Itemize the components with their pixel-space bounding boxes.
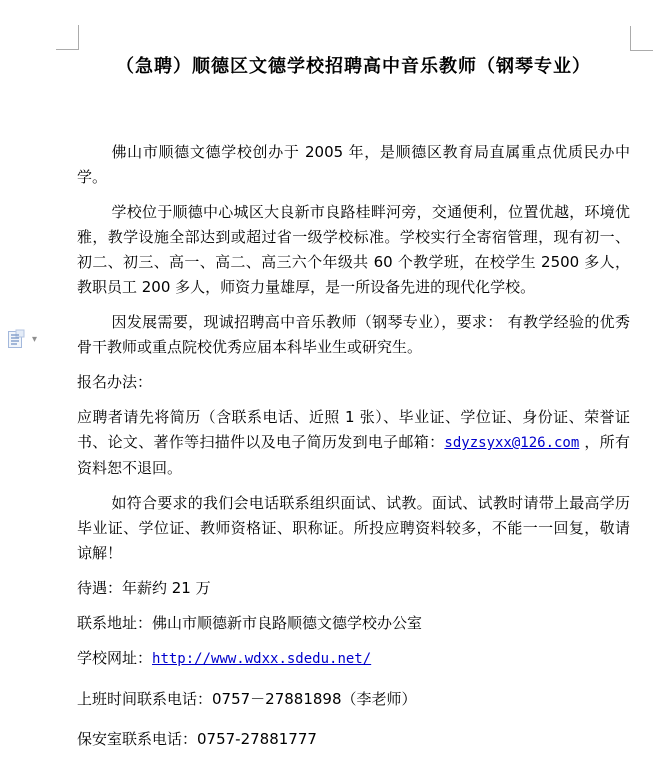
paragraph-apply-method-heading: 报名办法： — [77, 373, 153, 391]
website-label: 学校网址： — [77, 649, 153, 667]
paste-options-icon[interactable] — [7, 329, 26, 354]
paragraph-application-instructions — [77, 405, 630, 481]
paragraph-security-phone: 保安室联系电话：0757-27881777 — [77, 730, 317, 748]
dropdown-arrow-icon[interactable]: ▾ — [32, 334, 38, 345]
paragraph-contact-address: 联系地址：佛山市顺德新市良路顺德文德学校办公室 — [77, 614, 423, 632]
website-link[interactable]: http://www.wdxx.sdedu.net/ — [152, 651, 372, 667]
paragraph-daytime-phone: 上班时间联系电话：0757－27881898（李老师） — [77, 690, 417, 708]
paragraph-school-location: 学校位于顺德中心城区大良新市良路桂畔河旁，交通便利，位置优越，环境优雅，教学设施全部达到或超过省一级学校标准。学校实行全寄宿管理，现有初一、初二、初三、高一、高二、高三六个年级共 60 个教学班，在校学生 2500 多人，教职员工 200 多人，师资力量雄厚，是一所设备先进的现代化学校。 — [77, 203, 630, 296]
paragraph-school-intro: 佛山市顺德文德学校创办于 2005 年，是顺德区教育局直属重点优质民办中学。 — [77, 143, 630, 186]
text-boundary-mark-top-left — [56, 25, 79, 50]
document-content — [77, 48, 630, 752]
document-title: （急聘）顺德区文德学校招聘高中音乐教师（钢琴专业） — [116, 56, 591, 77]
application-text-after: ，所有资料恕不退回。 — [77, 433, 630, 477]
paragraph-interview-notice: 如符合要求的我们会电话联系组织面试、试教。面试、试教时请带上最高学历毕业证、学位证、教师资格证、职称证。所投应聘资料较多，不能一一回复，敬请谅解！ — [77, 494, 630, 562]
paragraph-school-website — [77, 646, 630, 672]
paste-options-widget[interactable] — [7, 329, 37, 354]
text-boundary-mark-top-right — [630, 26, 653, 51]
application-text-before: 应聘者请先将简历（含联系电话、近照 1 张）、毕业证、学位证、身份证、荣誉证书、论文、著作等扫描件以及电子简历发到电子邮箱： — [77, 408, 630, 451]
email-link[interactable]: sdyzsyxx@126.com — [444, 435, 580, 451]
paragraph-recruitment-need: 因发展需要，现诚招聘高中音乐教师（钢琴专业），要求： 有教学经验的优秀骨干教师或重点院校优秀应届本科毕业生或研究生。 — [77, 313, 630, 356]
paragraph-salary: 待遇：年薪约 21 万 — [77, 579, 211, 597]
